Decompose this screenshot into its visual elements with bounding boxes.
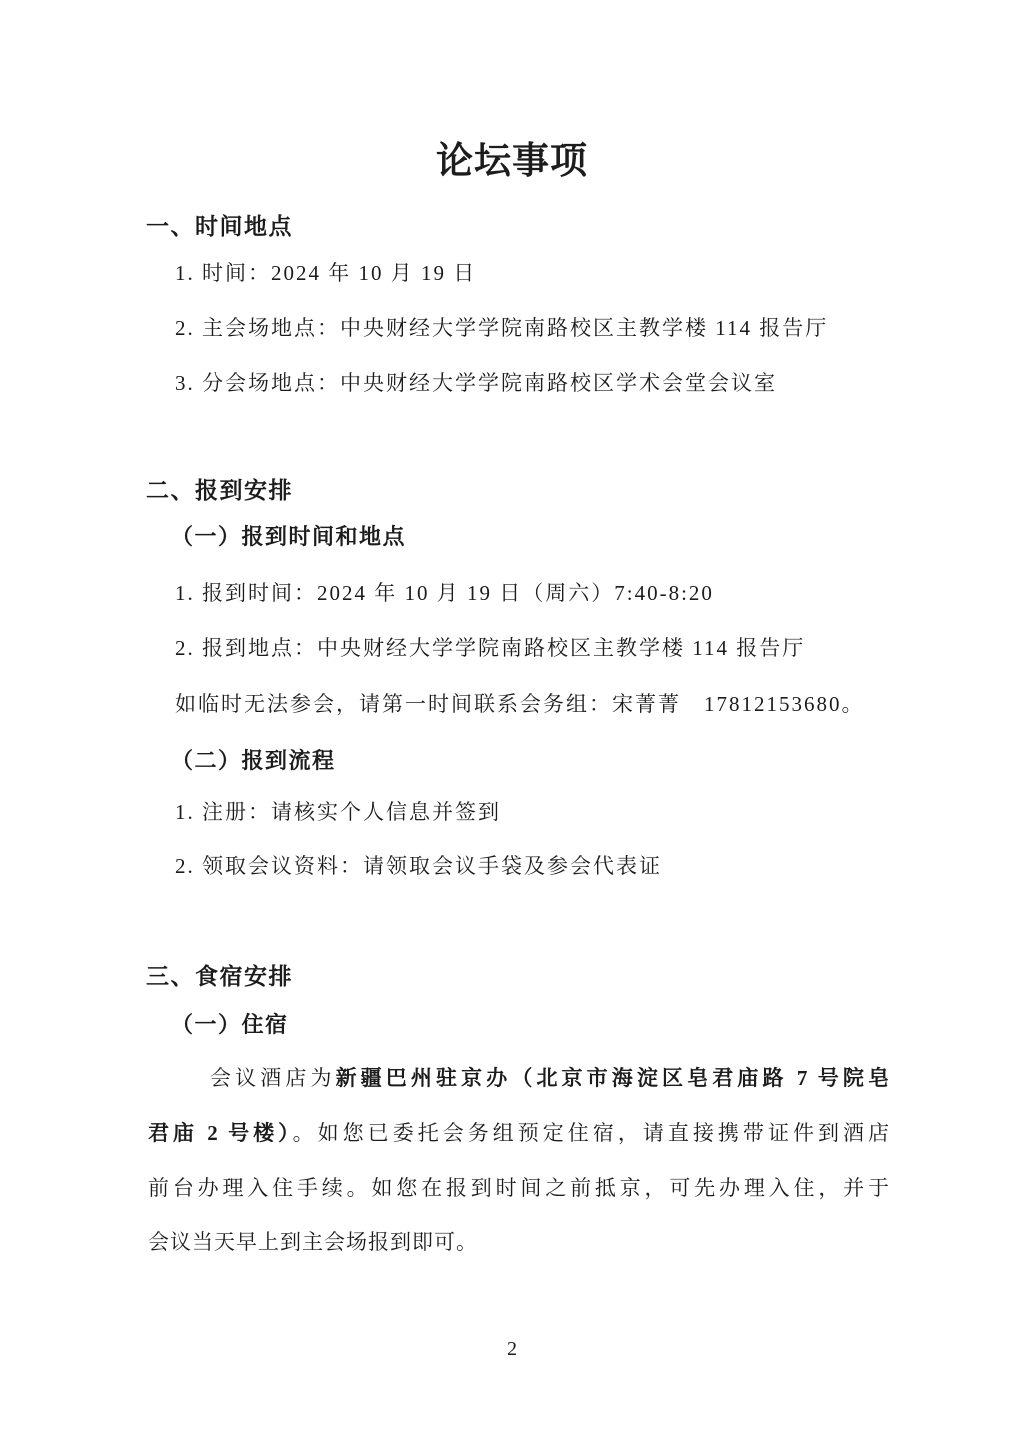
section-heading-time-location: 一、时间地点 [146,213,293,239]
paragraph-line-1-regular: 会议酒店为 [210,1066,336,1090]
list-item-time: 1. 时间：2024 年 10 月 19 日 [175,261,477,285]
note-contact: 如临时无法参会，请第一时间联系会务组：宋菁菁 17812153680。 [175,692,865,716]
subsection-heading-registration-time-location: （一）报到时间和地点 [171,524,407,549]
list-item-registration-location: 2. 报到地点：中央财经大学学院南路校区主教学楼 114 报告厅 [175,636,806,660]
paragraph-line-3: 前台办理入住手续。如您在报到时间之前抵京，可先办理入住，并于 [148,1176,890,1200]
document-title: 论坛事项 [436,140,588,181]
subsection-heading-lodging: （一）住宿 [171,1012,289,1037]
list-item-registration-time: 1. 报到时间：2024 年 10 月 19 日（周六）7:40-8:20 [175,581,714,605]
paragraph-line-1-bold: 新疆巴州驻京办（北京市海淀区皂君庙路 7 号院皂 [335,1066,891,1090]
list-item-materials: 2. 领取会议资料：请领取会议手袋及参会代表证 [175,854,662,878]
paragraph-line-2 [148,1117,890,1147]
subsection-heading-registration-process: （二）报到流程 [171,748,336,773]
paragraph-line-1 [148,1062,890,1092]
list-item-register: 1. 注册：请核实个人信息并签到 [175,800,501,824]
page-number: 2 [507,1338,517,1360]
paragraph-line-2-bold: 君庙 2 号楼） [148,1121,293,1145]
paragraph-line-2-regular: 。如您已委托会务组预定住宿，请直接携带证件到酒店 [292,1121,891,1145]
section-heading-registration: 二、报到安排 [146,477,293,503]
list-item-main-venue: 2. 主会场地点：中央财经大学学院南路校区主教学楼 114 报告厅 [175,316,829,340]
list-item-sub-venue: 3. 分会场地点：中央财经大学学院南路校区学术会堂会议室 [175,371,777,395]
section-heading-accommodation: 三、食宿安排 [146,963,293,989]
paragraph-line-4: 会议当天早上到主会场报到即可。 [148,1230,478,1254]
